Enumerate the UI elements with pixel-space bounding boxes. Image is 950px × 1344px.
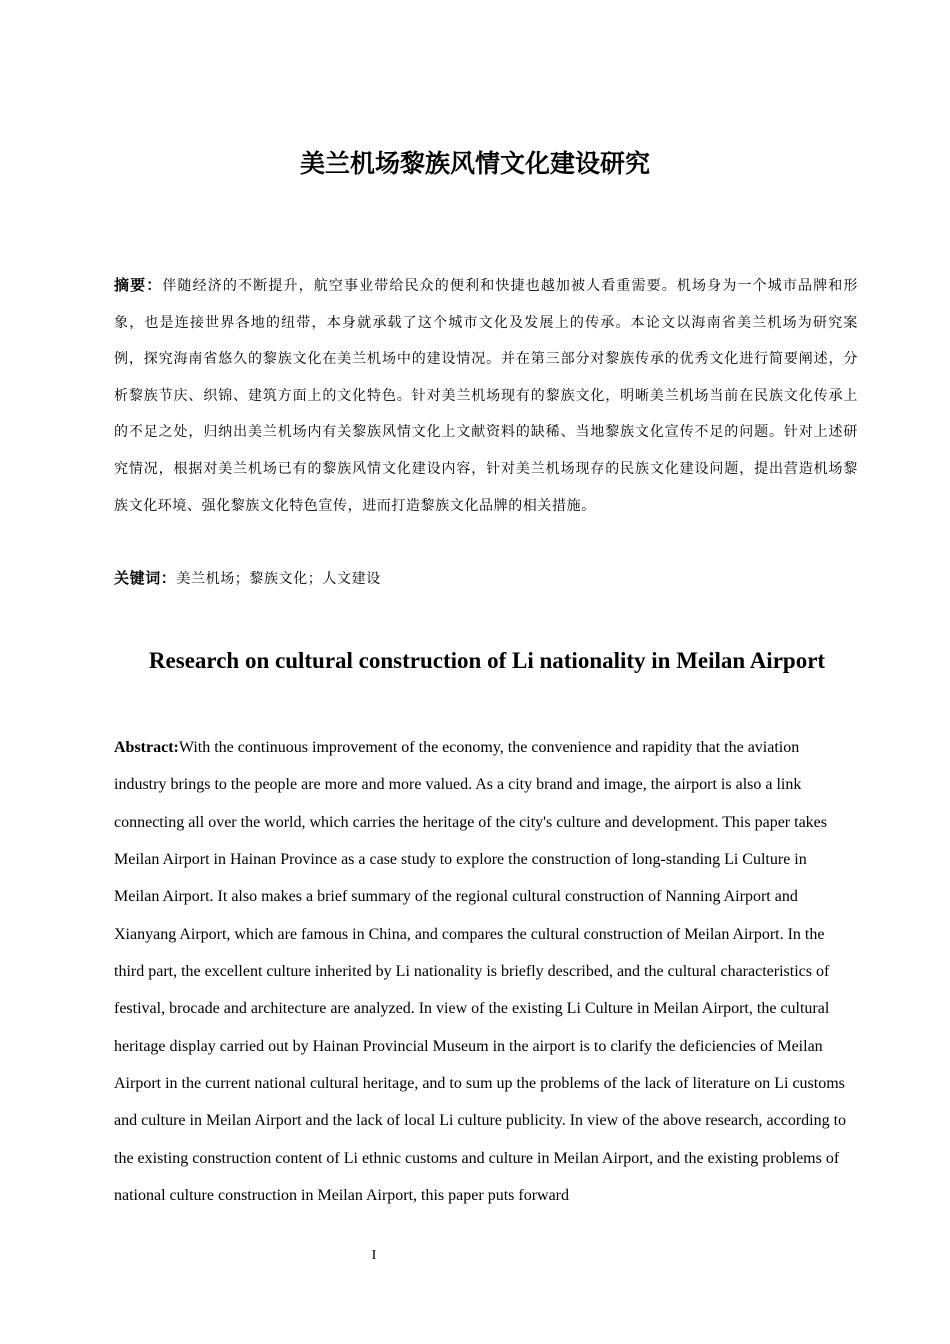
- page-number: I: [371, 1248, 377, 1263]
- chinese-keywords-label: 关键词：: [114, 569, 177, 587]
- chinese-abstract-label: 摘要：: [114, 276, 163, 294]
- english-abstract-label: Abstract:: [114, 739, 179, 756]
- english-abstract-text: With the continuous improvement of the economy, the convenience and rapidity that the aviation industry brings to the people are more and more valued. As a city brand and image, the airport is also a link connecting all over the world, which carries the heritage of the city's culture and development. This paper takes Meilan Airport in Hainan Province as a case study to explore the construction of long-standing Li Culture in Meilan Airport. It also makes a brief summary of the regional cultural construction of Nanning Airport and Xianyang Airport, which are famous in China, and compares the cultural construction of Meilan Airport. In the third part, the excellent culture inherited by Li nationality is briefly described, and the cultural characteristics of festival, brocade and architecture are analyzed. In view of the existing Li Culture in Meilan Airport, the cultural heritage display carried out by Hainan Provincial Museum in the airport is to clarify the deficiencies of Meilan Airport in the current national cultural heritage, and to sum up the problems of the lack of literature on Li customs and culture in Meilan Airport and the lack of local Li culture publicity. In view of the above research, according to the existing construction content of Li ethnic customs and culture in Meilan Airport, and the existing problems of national culture construction in Meilan Airport, this paper puts forward: [114, 739, 847, 1205]
- chinese-title: 美兰机场黎族风情文化建设研究: [299, 149, 650, 178]
- chinese-keywords: [114, 563, 858, 594]
- chinese-abstract-text: 伴随经济的不断提升，航空事业带给民众的便利和快捷也越加被人看重需要。机场身为一个城市品牌和形象，也是连接世界各地的纽带，本身就承载了这个城市文化及发展上的传承。本论文以海南省美兰机场为研究案例，探究海南省悠久的黎族文化在美兰机场中的建设情况。并在第三部分对黎族传承的优秀文化进行简要阐述，分析黎族节庆、织锦、建筑方面上的文化特色。针对美兰机场现有的黎族文化，明晰美兰机场当前在民族文化传承上的不足之处，归纳出美兰机场内有关黎族风情文化上文献资料的缺稀、当地黎族文化宣传不足的问题。针对上述研究情况，根据对美兰机场已有的黎族风情文化建设内容，针对美兰机场现存的民族文化建设问题，提出营造机场黎族文化环境、强化黎族文化特色宣传，进而打造黎族文化品牌的相关措施。: [114, 278, 858, 514]
- chinese-keywords-text: 美兰机场；黎族文化；人文建设: [176, 571, 381, 587]
- english-title: Research on cultural construction of Li nationality in Meilan Airport: [148, 648, 826, 673]
- english-abstract: [114, 729, 854, 1214]
- chinese-abstract: [114, 267, 858, 524]
